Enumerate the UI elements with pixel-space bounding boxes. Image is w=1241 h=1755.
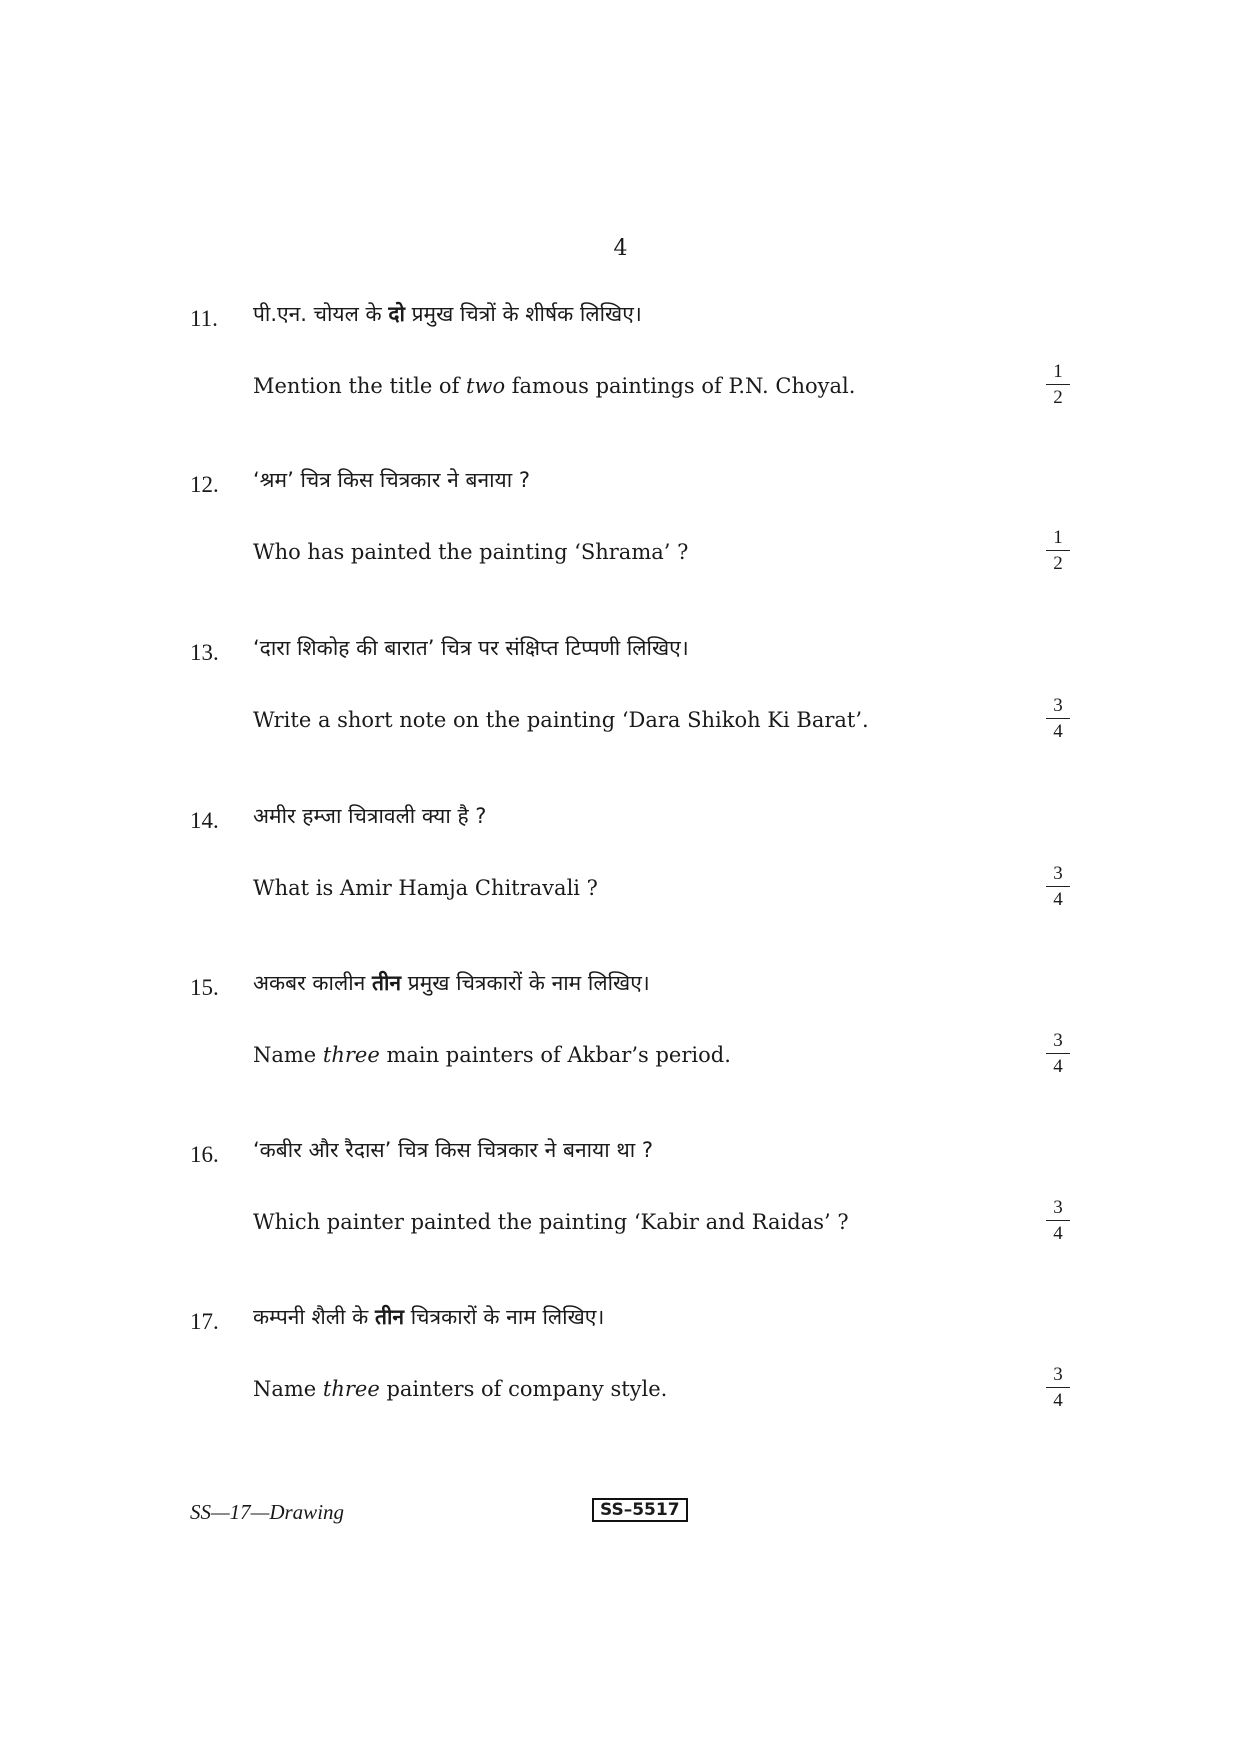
question-hindi: कम्पनी शैली के तीन चित्रकारों के नाम लिखिए।	[253, 1305, 605, 1329]
question-english: Who has painted the painting ‘Shrama’ ?	[253, 540, 689, 564]
question-english: What is Amir Hamja Chitravali ?	[253, 876, 598, 900]
marks-fraction: $\frac{3}{4}$	[1046, 1031, 1070, 1076]
question-number: 17.	[190, 1309, 219, 1334]
footer-paper-code: SS–5517	[592, 1498, 688, 1522]
question-english: Write a short note on the painting ‘Dara Shikoh Ki Barat’.	[253, 708, 869, 732]
question-number: 11.	[190, 306, 218, 331]
question-hindi: पी.एन. चोयल के दो प्रमुख चित्रों के शीर्षक लिखिए।	[253, 302, 642, 326]
question-english: Name three main painters of Akbar’s period.	[253, 1043, 731, 1067]
marks-fraction: $\frac{1}{2}$	[1046, 362, 1070, 407]
marks-fraction: $\frac{1}{2}$	[1046, 528, 1070, 573]
question-number: 12.	[190, 472, 219, 497]
marks-fraction: $\frac{3}{4}$	[1046, 1365, 1070, 1410]
question-number: 13.	[190, 640, 219, 665]
question-hindi: ‘दारा शिकोह की बारात’ चित्र पर संक्षिप्त टिप्पणी लिखिए।	[253, 636, 689, 660]
question-number: 15.	[190, 975, 219, 1000]
question-hindi: ‘श्रम’ चित्र किस चित्रकार ने बनाया ?	[253, 468, 530, 492]
footer-subject: SS—17—Drawing	[190, 1500, 345, 1524]
question-number: 16.	[190, 1142, 219, 1167]
question-english: Mention the title of two famous paintings of P.N. Choyal.	[253, 374, 856, 398]
marks-fraction: $\frac{3}{4}$	[1046, 864, 1070, 909]
marks-fraction: $\frac{3}{4}$	[1046, 696, 1070, 741]
question-english: Name three painters of company style.	[253, 1377, 668, 1401]
marks-fraction: $\frac{3}{4}$	[1046, 1198, 1070, 1243]
page-number: 4	[613, 236, 628, 261]
question-number: 14.	[190, 808, 219, 833]
question-hindi: ‘कबीर और रैदास’ चित्र किस चित्रकार ने बनाया था ?	[253, 1138, 654, 1162]
question-hindi: अकबर कालीन तीन प्रमुख चित्रकारों के नाम लिखिए।	[253, 971, 650, 995]
question-hindi: अमीर हम्जा चित्रावली क्या है ?	[253, 804, 487, 828]
question-english: Which painter painted the painting ‘Kabir and Raidas’ ?	[253, 1210, 849, 1234]
